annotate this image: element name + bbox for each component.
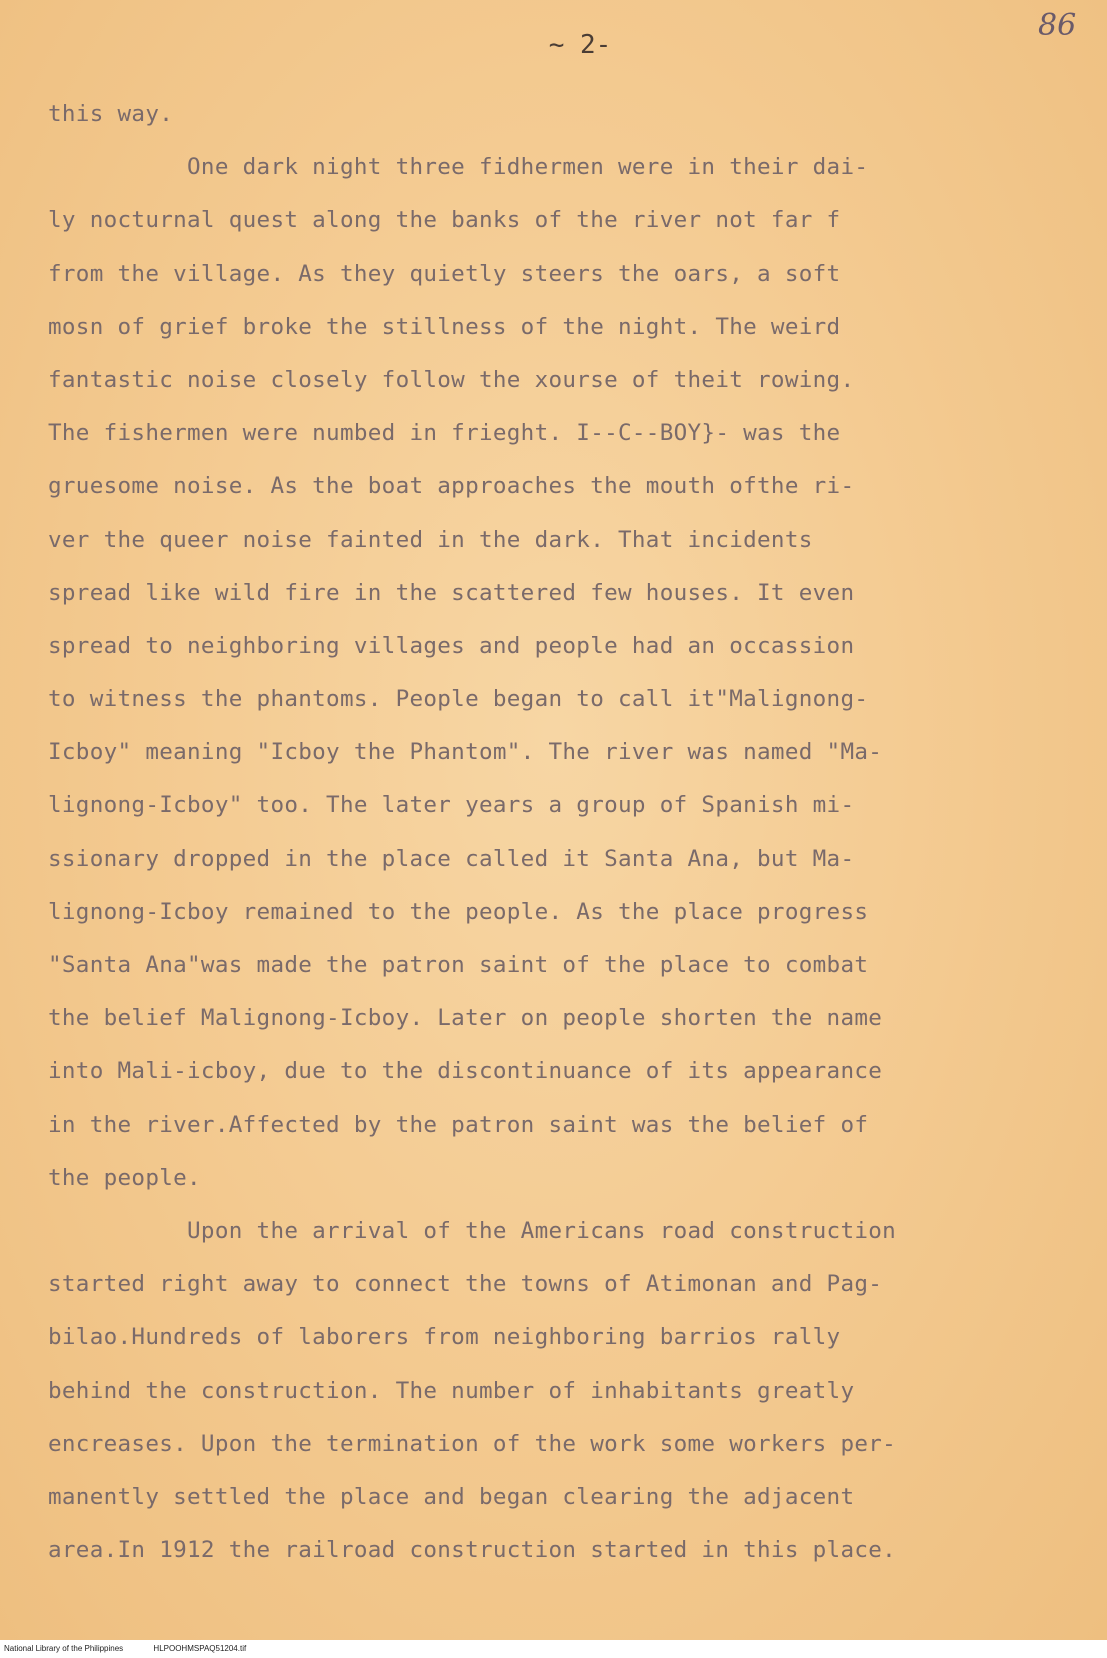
scan-footer bbox=[0, 1640, 1107, 1658]
text-line: One dark night three fidhermen were in their dai- bbox=[48, 154, 869, 181]
text-line: fantastic noise closely follow the xourse of theit rowing. bbox=[48, 366, 855, 393]
footer-file-id: HLPOOHMSPAQ51204.tif bbox=[153, 1644, 247, 1653]
text-line: from the village. As they quietly steers the oars, a soft bbox=[48, 260, 841, 287]
text-line: The fishermen were numbed in frieght. I--C--BOY}- was the bbox=[48, 420, 841, 447]
text-line: "Santa Ana"was made the patron saint of the place to combat bbox=[48, 952, 869, 978]
text-line: mosn of grief broke the stillness of the night. The weird bbox=[48, 313, 841, 340]
text-line: lignong-Icboy remained to the people. As the place progress bbox=[48, 898, 869, 925]
text-line: Icboy" meaning "Icboy the Phantom". The river was named "Ma- bbox=[48, 739, 883, 766]
text-line: lignong-Icboy" too. The later years a group of Spanish mi- bbox=[48, 792, 855, 819]
text-line: ssionary dropped in the place called it Santa Ana, but Ma- bbox=[48, 845, 855, 872]
text-line: the belief Malignong-Icboy. Later on people shorten the name bbox=[48, 1005, 883, 1032]
text-line: started right away to connect the towns of Atimonan and Pag- bbox=[48, 1271, 883, 1298]
text-line: spread to neighboring villages and people had an occassion bbox=[48, 632, 855, 659]
text-line: into Mali-icboy, due to the discontinuance of its appearance bbox=[48, 1058, 883, 1085]
text-line: to witness the phantoms. People began to call it"Malignong- bbox=[48, 686, 869, 713]
text-line: area.In 1912 the railroad construction started in this place. bbox=[48, 1537, 897, 1564]
text-line: behind the construction. The number of inhabitants greatly bbox=[48, 1377, 855, 1404]
text-line: the people. bbox=[48, 1164, 201, 1191]
page-number: ~ 2- bbox=[548, 30, 612, 60]
text-line: encreases. Upon the termination of the work some workers per- bbox=[48, 1430, 897, 1457]
text-line: this way. bbox=[48, 101, 174, 127]
typewritten-body bbox=[48, 88, 1078, 1577]
text-line: ver the queer noise fainted in the dark. That incidents bbox=[48, 526, 813, 553]
text-line: bilao.Hundreds of laborers from neighboring barrios rally bbox=[48, 1324, 841, 1351]
text-line: in the river.Affected by the patron saint was the belief of bbox=[48, 1111, 869, 1138]
text-line: Upon the arrival of the Americans road construction bbox=[48, 1217, 897, 1244]
text-line: spread like wild fire in the scattered few houses. It even bbox=[48, 579, 855, 606]
footer-institution: National Library of the Philippines bbox=[4, 1644, 124, 1653]
text-line: manently settled the place and began clearing the adjacent bbox=[48, 1483, 855, 1510]
text-line: gruesome noise. As the boat approaches the mouth ofthe ri- bbox=[48, 473, 855, 500]
text-line: ly nocturnal quest along the banks of the river not far f bbox=[48, 207, 841, 234]
folio-number: 86 bbox=[1038, 8, 1077, 43]
